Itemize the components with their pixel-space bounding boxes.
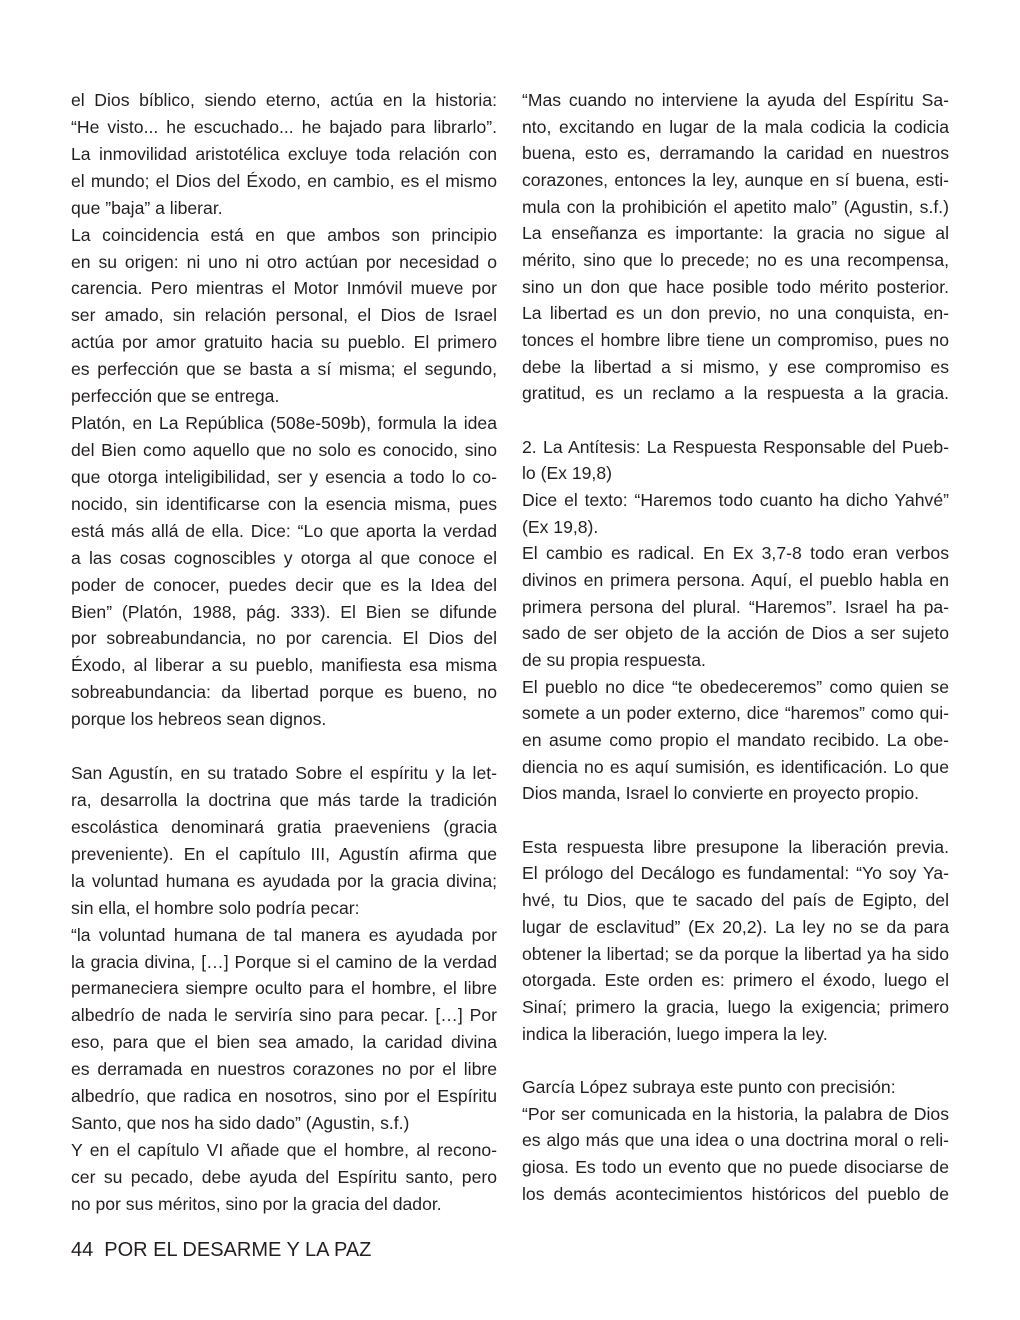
text-line: La coincidencia está en que ambos son principio [71, 224, 497, 245]
text-line: otorgada. Este orden es: primero el éxodo, luego el [522, 970, 949, 991]
text-line: nocido, sin identificarse con la esencia misma, pues [71, 493, 497, 514]
paragraph [71, 1137, 497, 1218]
text-line: (Ex 19,8). [522, 516, 599, 537]
text-line: eso, para que el bien sea amado, la caridad divina [71, 1032, 497, 1053]
text-line: lo (Ex 19,8) [522, 463, 612, 484]
text-line: ser amado, sin relación personal, el Dios de Israel [71, 305, 497, 326]
text-line: divinos en primera persona. Aquí, el pueblo habla en [522, 570, 949, 591]
text-line: es perfección que se basta a sí misma; el segundo, [71, 359, 497, 380]
text-line: actúa por amor gratuito hacia su pueblo. El primero [71, 332, 497, 353]
blank-line [71, 733, 497, 760]
text-line: en asume como propio el mandato recibido. La obe- [522, 730, 949, 751]
text-line: sin ella, el hombre solo podría pecar: [71, 897, 360, 918]
text-line: porque los hebreos sean dignos. [71, 709, 327, 730]
text-line: que ”baja” a liberar. [71, 197, 223, 218]
text-line: cer su pecado, debe ayuda del Espíritu santo, pero [71, 1166, 497, 1187]
text-line: sado de ser objeto de la acción de Dios a ser sujeto [522, 623, 949, 644]
text-line: indica la liberación, luego impera la ley. [522, 1023, 828, 1044]
text-line: Platón, en La República (508e-509b), formula la idea [71, 413, 497, 434]
text-line: 2. La Antítesis: La Respuesta Responsable del Pueb- [522, 436, 949, 457]
text-line: perfección que se entrega. [71, 386, 280, 407]
text-line: el Dios bíblico, siendo eterno, actúa en la historia: [71, 90, 497, 110]
text-line: a las cosas cognoscibles y otorga al que conoce el [71, 547, 497, 568]
text-line: está más allá de ella. Dice: “Lo que aporta la verdad [71, 520, 497, 541]
paragraph [522, 434, 949, 487]
text-line: la voluntad humana es ayudada por la gracia divina; [71, 870, 497, 891]
left-column [71, 87, 497, 1218]
text-line: obtener la libertad; se da porque la libertad ya ha sido [522, 943, 949, 964]
text-line: mula con la prohibición el apetito malo” (Agustin, s.f.) [522, 196, 949, 217]
text-line: García López subraya este punto con precisión: [522, 1076, 896, 1097]
paragraph [522, 487, 949, 540]
paragraph [71, 760, 497, 922]
text-line: “la voluntad humana de tal manera es ayudada por [71, 924, 497, 945]
text-line: por sobreabundancia, no por carencia. El Dios del [71, 628, 497, 649]
text-line: El prólogo del Decálogo es fundamental: “Yo soy Ya- [522, 863, 949, 884]
paragraph [522, 87, 949, 220]
text-line: nto, excitando en lugar de la mala codicia la codicia [522, 116, 949, 137]
text-line: lugar de esclavitud” (Ex 20,2). La ley no se da para [522, 916, 949, 937]
text-line: diencia no es aquí sumisión, es identificación. Lo que [522, 756, 949, 777]
page-footer [71, 1238, 371, 1262]
text-line: albedrío, que radica en nosotros, sino por el Espíritu [71, 1086, 497, 1107]
blank-line [522, 1047, 949, 1074]
text-line: Santo, que nos ha sido dado” (Agustin, s.f.) [71, 1113, 410, 1134]
text-line: “He visto... he escuchado... he bajado para librarlo”. [71, 116, 497, 137]
text-line: es algo más que una idea o una doctrina moral o reli- [522, 1130, 949, 1151]
publication-title: POR EL DESARME Y LA PAZ [104, 1239, 372, 1261]
page-number: 44 [71, 1239, 94, 1261]
text-line: debe la libertad a si mismo, y ese compromiso es [522, 356, 949, 377]
text-line: corazones, entonces la ley, aunque en sí buena, esti- [522, 170, 949, 191]
text-line: carencia. Pero mientras el Motor Inmóvil mueve por [71, 278, 497, 299]
blank-line [522, 407, 949, 434]
text-line: no por sus méritos, sino por la gracia del dador. [71, 1193, 442, 1214]
text-line: que otorga inteligibilidad, ser y esencia a todo lo co- [71, 466, 497, 487]
text-line: “Por ser comunicada en la historia, la palabra de Dios [522, 1103, 949, 1124]
text-line: buena, esto es, derramando la caridad en nuestros [522, 143, 949, 164]
text-line: poder de conocer, puedes decir que es la Idea del [71, 574, 497, 595]
paragraph [522, 220, 949, 407]
text-line: tonces el hombre libre tiene un compromiso, pues no [522, 330, 949, 351]
text-line: la gracia divina, […] Porque si el camino de la verdad [71, 951, 497, 972]
text-line: gratitud, es un reclamo a la respuesta a la gracia. [522, 383, 949, 404]
text-line: el mundo; el Dios del Éxodo, en cambio, es el mismo [71, 170, 497, 191]
text-line: San Agustín, en su tratado Sobre el espíritu y la let- [71, 763, 497, 784]
text-line: sobreabundancia: da libertad porque es bueno, no [71, 682, 497, 703]
text-line: hvé, tu Dios, que te sacado del país de Egipto, del [522, 890, 949, 911]
text-line: giosa. Es todo un evento que no puede disociarse de [522, 1156, 949, 1177]
text-line: preveniente). En el capítulo III, Agustín afirma que [71, 843, 497, 864]
text-line: Esta respuesta libre presupone la liberación previa. [522, 836, 949, 857]
paragraph [522, 674, 949, 807]
paragraph [522, 1101, 949, 1208]
text-line: primera persona del plural. “Haremos”. Israel ha pa- [522, 596, 949, 617]
text-line: Bien” (Platón, 1988, pág. 333). El Bien se difunde [71, 601, 497, 622]
blank-line [522, 807, 949, 834]
paragraph [522, 834, 949, 1047]
text-line: los demás acontecimientos históricos del pueblo de [522, 1183, 949, 1204]
paragraph [71, 222, 497, 410]
text-line: en su origen: ni uno ni otro actúan por necesidad o [71, 251, 497, 272]
text-line: La enseñanza es importante: la gracia no sigue al [522, 223, 949, 244]
text-line: es derramada en nuestros corazones no por el libre [71, 1059, 497, 1080]
text-line: ra, desarrolla la doctrina que más tarde la tradición [71, 789, 497, 810]
text-line: mérito, sino que lo precede; no es una recompensa, [522, 250, 949, 271]
paragraph [71, 410, 497, 733]
paragraph [71, 922, 497, 1137]
text-line: del Bien como aquello que no solo es conocido, sino [71, 439, 497, 460]
text-line: sino un don que hace posible todo mérito posterior. [522, 276, 949, 297]
paragraph [71, 87, 497, 222]
text-line: escolástica denominará gratia praeveniens (gracia [71, 816, 497, 837]
text-line: albedrío de nada le serviría sino para pecar. […] Por [71, 1005, 497, 1026]
text-line: La libertad es un don previo, no una conquista, en- [522, 303, 949, 324]
text-line: Dice el texto: “Haremos todo cuanto ha dicho Yahvé” [522, 490, 949, 511]
text-line: El pueblo no dice “te obedeceremos” como quien se [522, 676, 949, 697]
text-line: Éxodo, al liberar a su pueblo, manifiesta esa misma [71, 655, 497, 676]
paragraph [522, 1074, 949, 1101]
text-line: Y en el capítulo VI añade que el hombre, al recono- [71, 1139, 497, 1160]
paragraph [522, 540, 949, 673]
text-line: permaneciera siempre oculto para el hombre, el libre [71, 978, 497, 999]
text-line: La inmovilidad aristotélica excluye toda relación con [71, 143, 497, 164]
text-line: somete a un poder externo, dice “haremos” como qui- [522, 703, 949, 724]
text-line: de su propia respuesta. [522, 650, 706, 671]
text-line: “Mas cuando no interviene la ayuda del Espíritu Sa- [522, 90, 949, 110]
right-column [522, 87, 949, 1207]
text-line: Dios manda, Israel lo convierte en proyecto propio. [522, 783, 920, 804]
text-line: Sinaí; primero la gracia, luego la exigencia; primero [522, 996, 949, 1017]
text-line: El cambio es radical. En Ex 3,7-8 todo eran verbos [522, 543, 949, 564]
